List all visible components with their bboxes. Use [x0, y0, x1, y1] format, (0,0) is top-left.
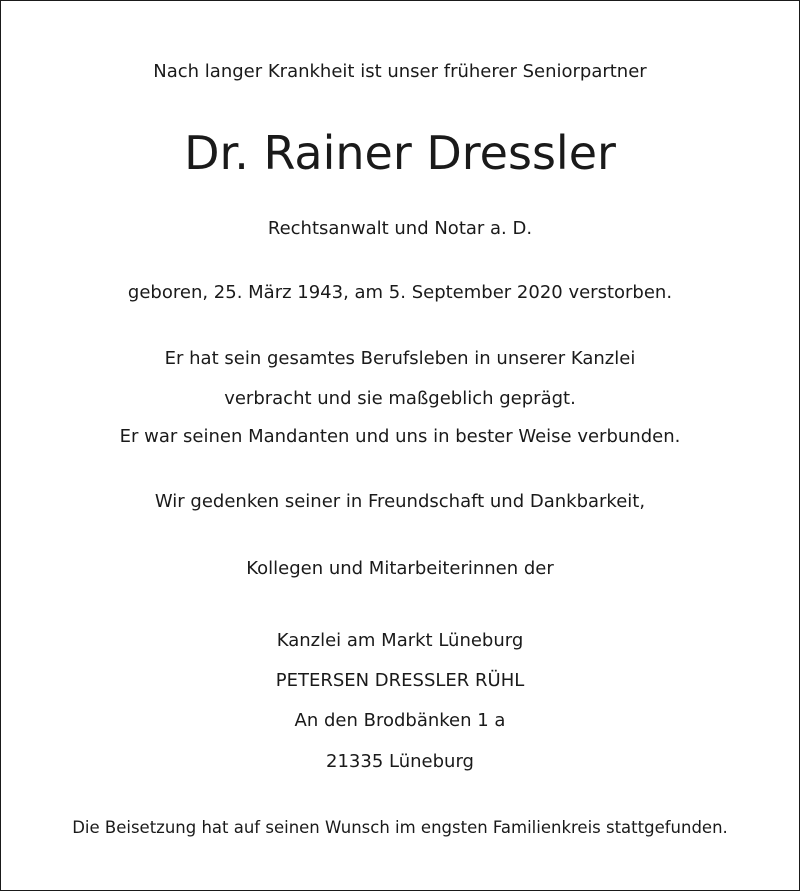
tribute-line: verbracht und sie maßgeblich geprägt. [224, 388, 576, 409]
firm-city: 21335 Lüneburg [326, 751, 474, 772]
deceased-name: Dr. Rainer Dressler [184, 126, 616, 180]
life-dates: geboren, 25. März 1943, am 5. September 2020 verstorben. [127, 282, 673, 303]
firm-partners: PETERSEN DRESSLER RÜHL [275, 670, 525, 691]
tribute-line: Er hat sein gesamtes Berufsleben in unserer Kanzlei [164, 348, 636, 369]
remembrance-text: Wir gedenken seiner in Freundschaft und Dankbarkeit, [154, 491, 646, 512]
firm-street: An den Brodbänken 1 a [294, 710, 506, 731]
signatories-text: Kollegen und Mitarbeiterinnen der [246, 558, 554, 579]
professional-title: Rechtsanwalt und Notar a. D. [267, 218, 533, 239]
intro-text: Nach langer Krankheit ist unser früherer Seniorpartner [153, 61, 647, 82]
tribute-line: Er war seinen Mandanten und uns in bester Weise verbunden. [119, 426, 681, 447]
firm-name: Kanzlei am Markt Lüneburg [276, 630, 524, 651]
burial-note: Die Beisetzung hat auf seinen Wunsch im engsten Familienkreis stattgefunden. [72, 818, 728, 837]
